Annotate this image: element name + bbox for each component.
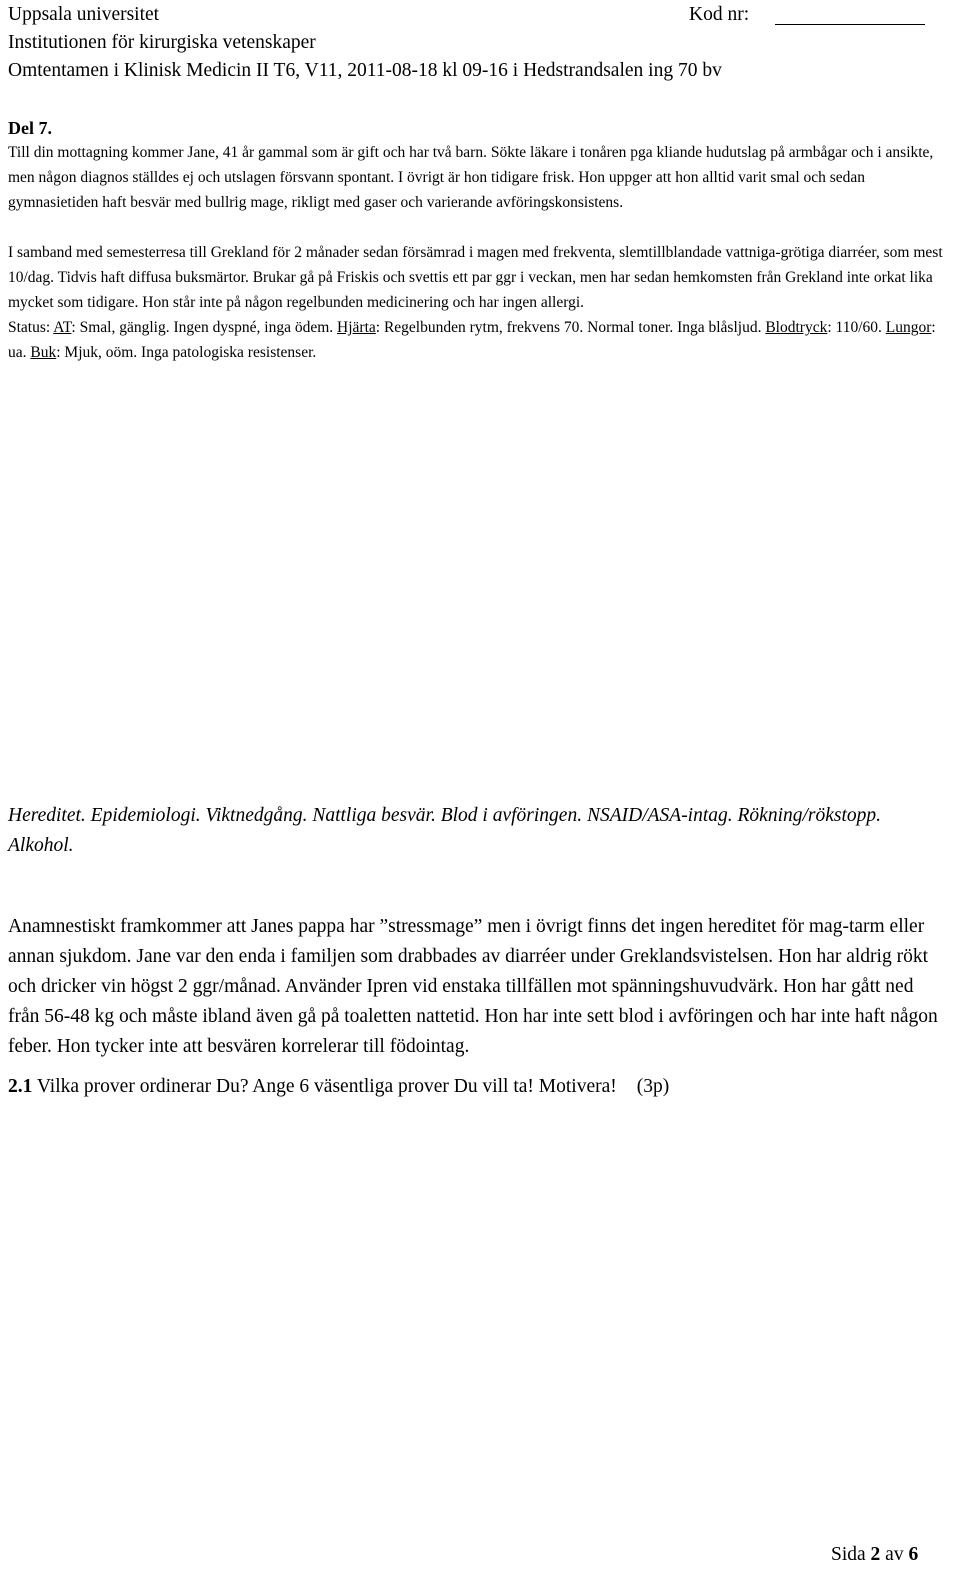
status-lead: Status: [8,319,54,336]
question-text: Vilka prover ordinerar Du? Ange 6 väsentliga prover Du vill ta! Motivera! [32,1076,617,1097]
code-number-label: Kod nr: [689,4,750,25]
case-paragraph-1: Till din mottagning kommer Jane, 41 år gammal som är gift och har två barn. Sökte läkare i tonåren pga kliande hudutslag på armbågar och i ansikte, men någon diagnos ställdes ej och utslagen försvann spontant. I övrigt är hon tidigare frisk. Hon uppger att hon alltid varit smal och sedan gymnasietiden haft besvär med bullrig mage, rikligt med gaser och varierande avföringskonsistens. [8,144,934,211]
status-at-text: : Smal, gänglig. Ingen dyspné, inga ödem. [71,319,338,336]
status-hjarta-text: : Regelbunden rytm, frekvens 70. Normal toner. Inga blåsljud. [375,319,766,336]
status-blodtryck-label: Blodtryck [765,319,828,336]
status-buk-label: Buk [30,344,57,361]
footer-current-page: 2 [870,1544,881,1565]
university-name: Uppsala universitet [8,4,160,25]
status-paragraph [8,315,948,365]
question-points: (3p) [636,1076,670,1097]
institution-name: Institutionen för kirurgiska vetenskaper [8,32,316,53]
question-number: 2.1 [8,1076,33,1097]
question-2-1 [8,1072,938,1102]
status-lungor-text: : ua. [8,319,936,361]
status-at-label: AT [53,319,72,336]
status-lungor-label: Lungor [885,319,932,336]
keywords-paragraph: Hereditet. Epidemiologi. Viktnedgång. Nattliga besvär. Blod i avföringen. NSAID/ASA-intag. Rökning/rökstopp. Alkohol. [8,805,882,856]
status-buk-text: : Mjuk, oöm. Inga patologiska resistenser. [56,344,317,361]
footer-av-label: av [880,1544,909,1565]
anamnesis-paragraph: Anamnestiskt framkommer att Janes pappa har ”stressmage” men i övrigt finns det ingen hereditet för mag-tarm eller annan sjukdom. Jane var den enda i familjen som drabbades av diarréer under Greklandsvistelsen. Hon har aldrig rökt och dricker vin högst 2 ggr/månad. Använder Ipren vid enstaka tillfällen mot spänningshuvudvärk. Hon har gått ned från 56-48 kg och måste ibland även gå på toaletten nattetid. Hon har inte sett blod i avföringen och har inte haft någon feber. Hon tycker inte att besvären korrelerar till födointag. [8,916,938,1057]
status-hjarta-label: Hjärta [337,319,376,336]
exam-title: Omtentamen i Klinisk Medicin II T6, V11, 2011-08-18 kl 09-16 i Hedstrandsalen ing 70 bv [8,60,722,81]
footer-total-pages: 6 [908,1544,919,1565]
status-blodtryck-text: : 110/60. [827,319,886,336]
section-title: Del 7. [8,118,52,138]
footer-sida-label: Sida [831,1544,871,1565]
case-paragraph-2: I samband med semesterresa till Grekland för 2 månader sedan försämrad i magen med frekventa, slemtillblandade vattniga-grötiga diarréer, som mest 10/dag. Tidvis haft diffusa buksmärtor. Brukar gå på Friskis och svettis ett par ggr i veckan, men har sedan hemkomsten från Grekland inte orkat lika mycket som tidigare. Hon står inte på någon regelbunden medicinering och har ingen allergi. [8,244,943,311]
case-description-part-1 [8,140,948,215]
page-number-footer [831,1544,918,1566]
code-number-blank-line [775,24,925,25]
case-description-part-2 [8,240,948,365]
